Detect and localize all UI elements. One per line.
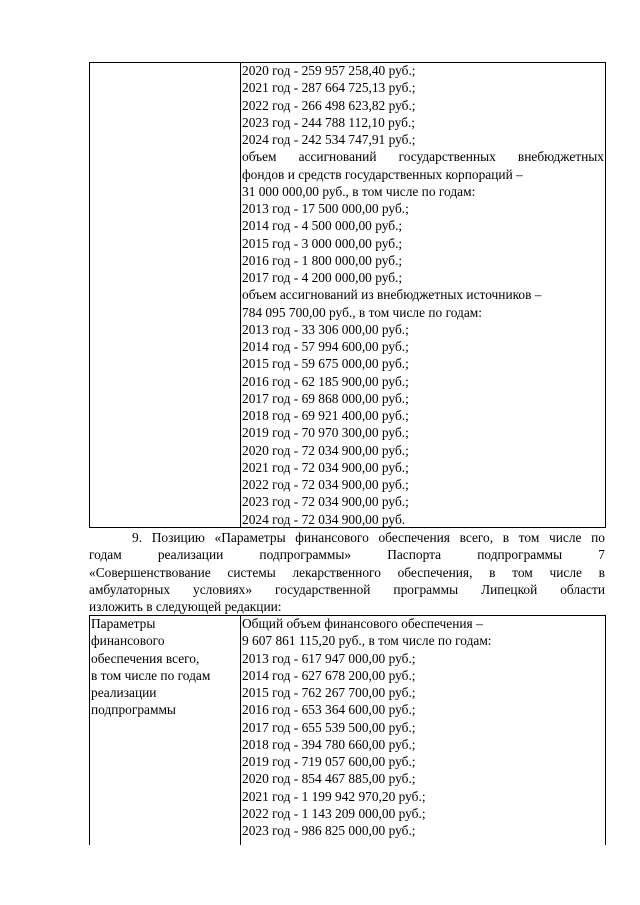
- cell-line: 2015 год - 762 267 700,00 руб.;: [242, 685, 416, 700]
- cell-line: 784 095 700,00 руб., в том числе по годам:: [242, 304, 482, 320]
- cell-line: 2021 год - 72 034 900,00 руб.;: [242, 459, 409, 475]
- cell-line: 2013 год - 33 306 000,00 руб.;: [242, 321, 409, 337]
- cell-line: 2021 год - 1 199 942 970,20 руб.;: [242, 788, 426, 804]
- bottom-table-border-middle: [240, 615, 241, 845]
- paragraph-line: изложить в следующей редакции:: [89, 599, 282, 615]
- paragraph-line: «Совершенствование системы лекарственного обеспечения, в том числе в: [89, 564, 605, 580]
- cell-line: финансового: [91, 633, 165, 649]
- cell-line: 2014 год - 57 994 600,00 руб.;: [242, 339, 409, 354]
- paragraph-9: [89, 529, 605, 615]
- cell-line: 2019 год - 70 970 300,00 руб.;: [242, 425, 409, 441]
- cell-line: 2024 год - 242 534 747,91 руб.;: [242, 132, 416, 147]
- cell-line: 2017 год - 69 868 000,00 руб.;: [242, 390, 409, 406]
- cell-line: 2023 год - 244 788 112,10 руб.;: [242, 114, 416, 130]
- cell-line: 2022 год - 72 034 900,00 руб.;: [242, 477, 409, 492]
- cell-line: Общий объем финансового обеспечения –: [242, 616, 483, 631]
- cell-line: 2019 год - 719 057 600,00 руб.;: [242, 754, 416, 769]
- cell-line: 2018 год - 394 780 660,00 руб.;: [242, 736, 416, 752]
- top-table-border-middle: [240, 62, 241, 528]
- cell-line: 2023 год - 72 034 900,00 руб.;: [242, 494, 409, 510]
- cell-line: 2017 год - 4 200 000,00 руб.;: [242, 270, 403, 285]
- cell-line: 2015 год - 3 000 000,00 руб.;: [242, 235, 403, 251]
- cell-line: 31 000 000,00 руб., в том числе по годам:: [242, 183, 476, 199]
- paragraph-line: амбулаторных условиях» государственной программы Липецкой области: [89, 581, 605, 597]
- cell-line: реализации: [91, 685, 157, 700]
- cell-line: 2020 год - 854 467 885,00 руб.;: [242, 771, 416, 787]
- top-table-border-left: [89, 62, 90, 528]
- cell-line: 2020 год - 72 034 900,00 руб.;: [242, 442, 409, 458]
- cell-line: 2015 год - 59 675 000,00 руб.;: [242, 356, 409, 372]
- cell-line: 2016 год - 653 364 600,00 руб.;: [242, 702, 416, 718]
- cell-line: объем ассигнований государственных внебюджетных: [242, 149, 604, 165]
- paragraph-line: 9. Позицию «Параметры финансового обеспечения всего, в том числе по: [132, 530, 605, 545]
- cell-line: 9 607 861 115,20 руб., в том числе по годам:: [242, 633, 492, 649]
- cell-line: фондов и средств государственных корпораций –: [242, 166, 523, 182]
- cell-line: 2014 год - 627 678 200,00 руб.;: [242, 667, 416, 683]
- cell-line: 2016 год - 1 800 000,00 руб.;: [242, 252, 403, 268]
- cell-line: 2013 год - 617 947 000,00 руб.;: [242, 650, 416, 666]
- cell-line: 2017 год - 655 539 500,00 руб.;: [242, 719, 416, 735]
- cell-line: подпрограммы: [91, 702, 176, 718]
- cell-line: 2024 год - 72 034 900,00 руб.: [242, 511, 406, 527]
- cell-line: 2018 год - 69 921 400,00 руб.;: [242, 408, 409, 423]
- cell-line: 2020 год - 259 957 258,40 руб.;: [242, 63, 416, 78]
- paragraph-line: годам реализации подпрограммы» Паспорта подпрограммы 7: [89, 547, 605, 563]
- cell-line: 2022 год - 1 143 209 000,00 руб.;: [242, 805, 426, 821]
- cell-line: 2023 год - 986 825 000,00 руб.;: [242, 823, 416, 838]
- top-table-border-right: [605, 62, 606, 528]
- cell-line: обеспечения всего,: [91, 650, 200, 666]
- cell-line: 2022 год - 266 498 623,82 руб.;: [242, 97, 416, 113]
- cell-line: Параметры: [91, 616, 156, 631]
- cell-line: 2016 год - 62 185 900,00 руб.;: [242, 373, 409, 389]
- bottom-table-border-right: [605, 615, 606, 845]
- cell-line: 2014 год - 4 500 000,00 руб.;: [242, 218, 403, 234]
- cell-line: 2013 год - 17 500 000,00 руб.;: [242, 201, 409, 216]
- bottom-table-border-left: [89, 615, 90, 845]
- cell-line: объем ассигнований из внебюджетных источников –: [242, 287, 542, 303]
- cell-line: 2021 год - 287 664 725,13 руб.;: [242, 80, 416, 96]
- cell-line: в том числе по годам: [91, 667, 211, 683]
